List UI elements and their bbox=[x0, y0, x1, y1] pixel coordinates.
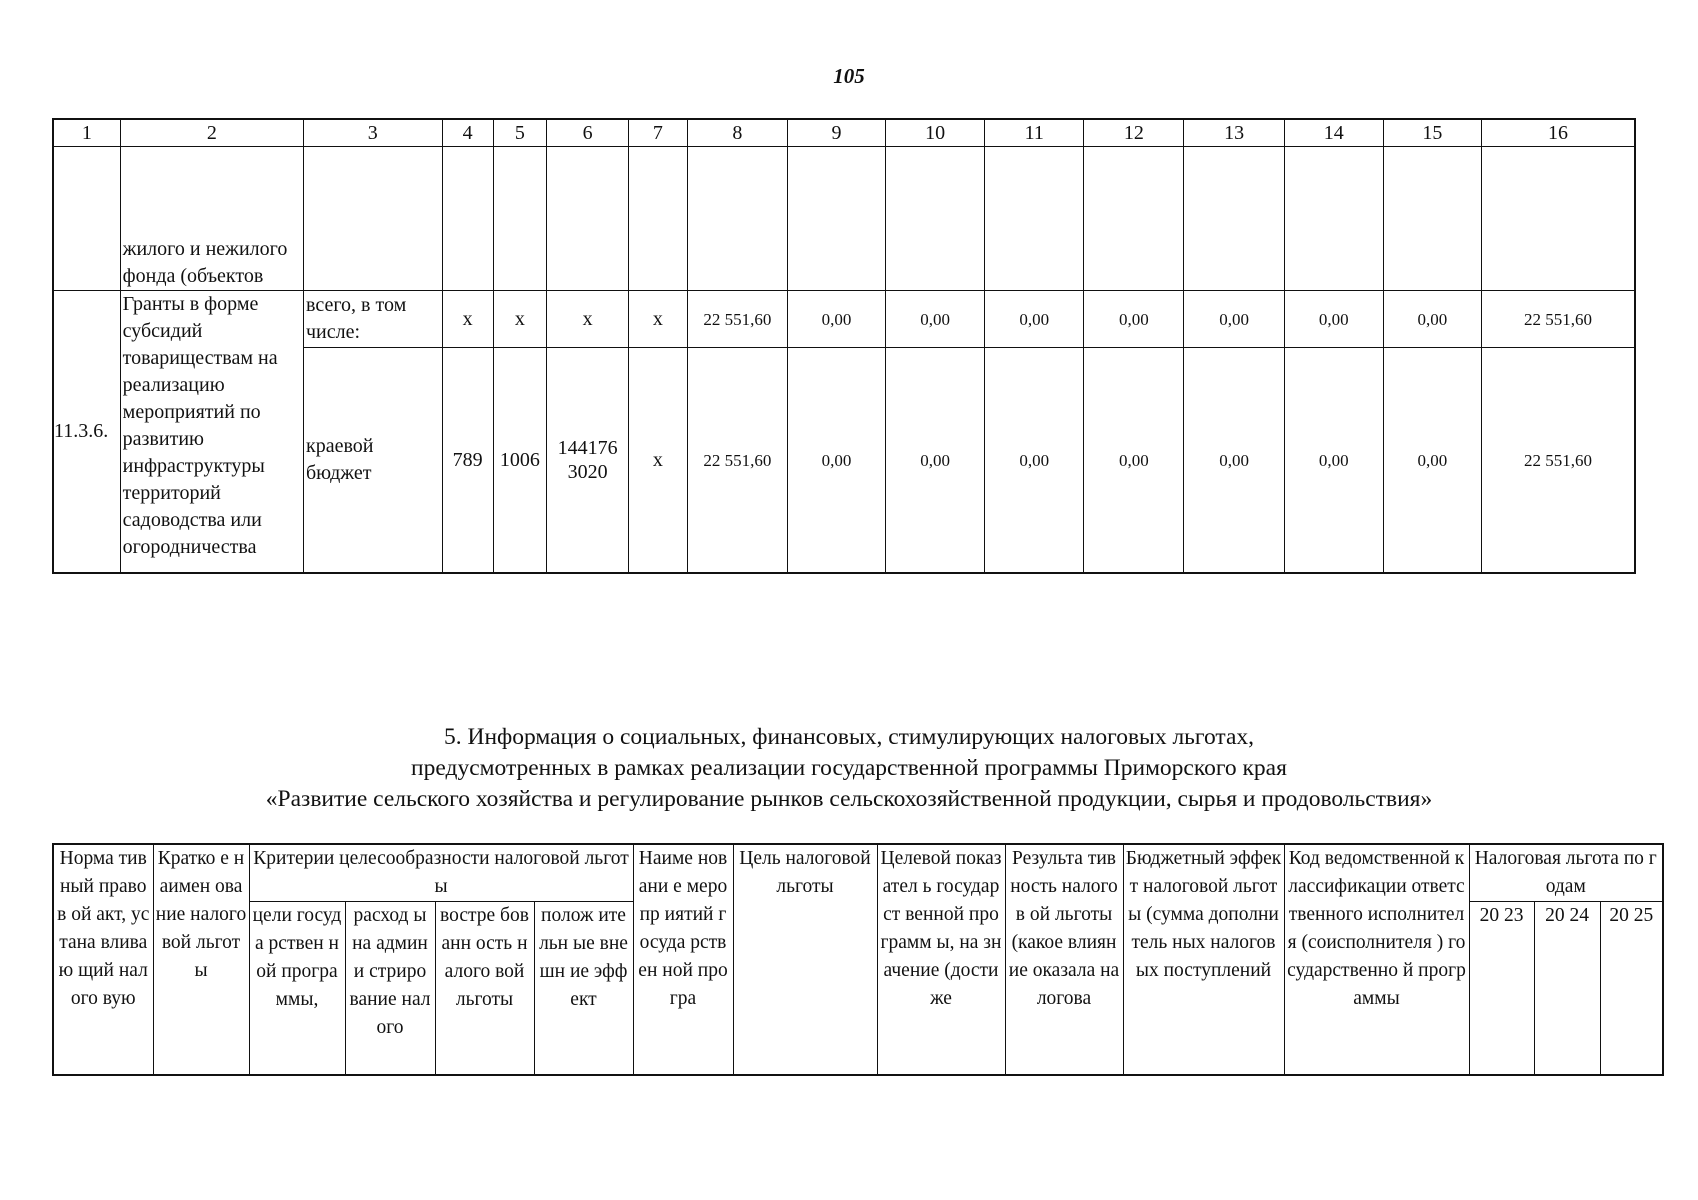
tax-benefits-table bbox=[52, 843, 1664, 1076]
cell: 22 551,60 bbox=[1481, 348, 1635, 574]
column-number: 9 bbox=[787, 119, 885, 147]
cell: x bbox=[442, 291, 493, 348]
section-title bbox=[0, 722, 1698, 815]
year-2025: 20 25 bbox=[1600, 902, 1663, 1076]
header-code: Код ведомственной классификации ответственного исполнителя (соисполнителя ) государственно й программы bbox=[1284, 844, 1469, 1075]
criteria-program-goals: цели госуда рствен ной програ ммы, bbox=[249, 902, 345, 1076]
cell: 789 bbox=[442, 348, 493, 574]
table-row-total bbox=[53, 291, 1635, 348]
header-row-top bbox=[53, 844, 1663, 902]
column-number-row bbox=[53, 119, 1635, 147]
cell: 0,00 bbox=[1084, 291, 1184, 348]
continued-row bbox=[53, 147, 1635, 291]
column-number: 15 bbox=[1383, 119, 1481, 147]
column-number: 1 bbox=[53, 119, 120, 147]
program-funding-table bbox=[52, 118, 1636, 574]
cell: 0,00 bbox=[1184, 291, 1284, 348]
header-effectiveness: Результа тивность налогов ой льготы (какое влияние оказала налогова bbox=[1005, 844, 1123, 1075]
header-target-indicator: Целевой показател ь государст венной программ ы, на значение (достиже bbox=[877, 844, 1005, 1075]
year-2023: 20 23 bbox=[1469, 902, 1534, 1076]
funding-source: краевой бюджет bbox=[304, 348, 443, 574]
column-number: 7 bbox=[629, 119, 688, 147]
criteria-admin-costs: расход ы на админи стриро вание налого bbox=[345, 902, 435, 1076]
page-number: 105 bbox=[833, 64, 865, 88]
funding-source: всего, в том числе: bbox=[304, 291, 443, 348]
cell: 0,00 bbox=[1084, 348, 1184, 574]
column-number: 2 bbox=[120, 119, 303, 147]
column-number: 10 bbox=[886, 119, 985, 147]
cell: 0,00 bbox=[787, 291, 885, 348]
cell: 144176 3020 bbox=[547, 348, 629, 574]
cell: x bbox=[493, 291, 546, 348]
cell: 22 551,60 bbox=[687, 348, 787, 574]
column-number: 3 bbox=[304, 119, 443, 147]
cell: 0,00 bbox=[886, 348, 985, 574]
cell: x bbox=[629, 348, 688, 574]
year-2024: 20 24 bbox=[1534, 902, 1600, 1076]
cell: 0,00 bbox=[985, 348, 1084, 574]
header-budget-effect: Бюджетный эффект налоговой льготы (сумма дополнитель ных налоговых поступлений bbox=[1123, 844, 1284, 1075]
cell: 1006 bbox=[493, 348, 546, 574]
column-number: 16 bbox=[1481, 119, 1635, 147]
continued-item-name: жилого и нежилого фонда (объектов bbox=[120, 147, 303, 291]
cell: x bbox=[547, 291, 629, 348]
cell: 0,00 bbox=[1284, 291, 1383, 348]
header-criteria: Критерии целесообразности налоговой льготы bbox=[249, 844, 633, 902]
column-number: 6 bbox=[547, 119, 629, 147]
header-short-name: Кратко е наимен ование налого вой льготы bbox=[153, 844, 249, 1075]
cell: 0,00 bbox=[1383, 348, 1481, 574]
header-legal-act: Норма тивный правов ой акт, устана вливаю щий налого вую bbox=[53, 844, 153, 1075]
section-title-line: «Развитие сельского хозяйства и регулирование рынков сельскохозяйственной продукции, сырья и продовольствия» bbox=[265, 786, 1433, 812]
cell: 0,00 bbox=[1383, 291, 1481, 348]
column-number: 12 bbox=[1084, 119, 1184, 147]
header-benefit-by-years: Налоговая льгота по годам bbox=[1469, 844, 1663, 902]
column-number: 5 bbox=[493, 119, 546, 147]
cell: 0,00 bbox=[985, 291, 1084, 348]
cell: 0,00 bbox=[787, 348, 885, 574]
cell: 0,00 bbox=[1184, 348, 1284, 574]
section-title-line: 5. Информация о социальных, финансовых, стимулирующих налоговых льготах, bbox=[443, 724, 1254, 750]
column-number: 8 bbox=[687, 119, 787, 147]
cell: 22 551,60 bbox=[1481, 291, 1635, 348]
header-goal: Цель налоговой льготы bbox=[733, 844, 877, 1075]
criteria-external-effects: полож ительн ые внешн ие эффект bbox=[534, 902, 633, 1076]
item-code: 11.3.6. bbox=[53, 291, 120, 574]
column-number: 4 bbox=[442, 119, 493, 147]
cell: 22 551,60 bbox=[687, 291, 787, 348]
item-name: Гранты в форме субсидий товариществам на реализацию мероприятий по развитию инфраструктуры территорий садоводства или огородничества bbox=[120, 291, 303, 574]
cell: 0,00 bbox=[1284, 348, 1383, 574]
cell: 0,00 bbox=[886, 291, 985, 348]
cell: x bbox=[629, 291, 688, 348]
section-title-line: предусмотренных в рамках реализации государственной программы Приморского края bbox=[411, 755, 1287, 781]
column-number: 14 bbox=[1284, 119, 1383, 147]
criteria-demand: востре бованн ость налого вой льготы bbox=[435, 902, 534, 1076]
column-number: 11 bbox=[985, 119, 1084, 147]
header-event-name: Наиме новани е меропр иятий госуда рствен ной програ bbox=[633, 844, 733, 1075]
column-number: 13 bbox=[1184, 119, 1284, 147]
